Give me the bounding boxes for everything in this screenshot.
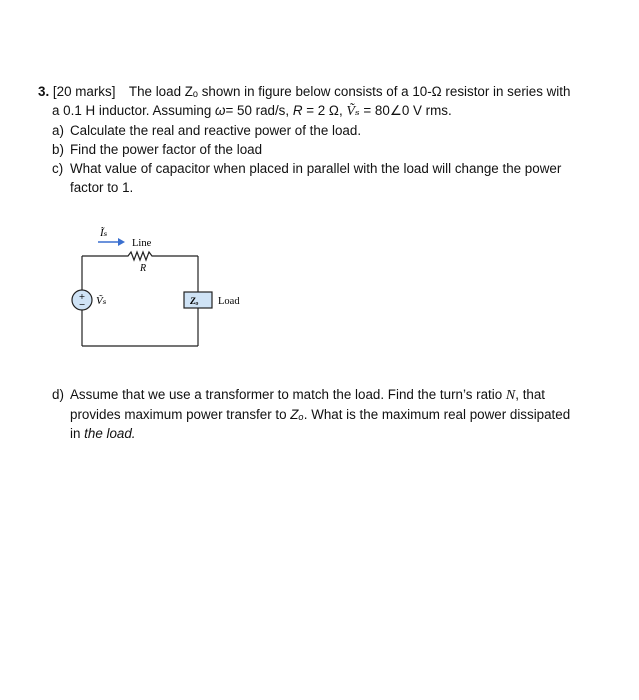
voltage-source-icon bbox=[72, 290, 92, 310]
part-d-label: d) bbox=[52, 387, 64, 402]
problem-text-1: The load Zₒ shown in figure below consists of a 10-Ω resistor in series with bbox=[128, 84, 571, 99]
resistor-icon bbox=[82, 252, 198, 260]
problem-marks: [20 marks] bbox=[52, 84, 116, 99]
load-label: Load bbox=[218, 296, 240, 307]
problem-line-2 bbox=[38, 101, 598, 121]
problem-text-2d: = 80∠0 V rms. bbox=[359, 103, 452, 118]
part-d-text-1a: Assume that we use a transformer to match the load. Find the turn’s ratio bbox=[70, 387, 506, 402]
part-c-text-1: What value of capacitor when placed in parallel with the load will change the power bbox=[70, 161, 562, 176]
problem-statement bbox=[38, 82, 598, 197]
line-label: Line bbox=[132, 238, 152, 249]
svg-text:−: − bbox=[78, 300, 86, 309]
part-d-text-2a: provides maximum power transfer to bbox=[70, 407, 291, 422]
part-a-label: a) bbox=[52, 123, 64, 138]
part-b-label: b) bbox=[52, 142, 64, 157]
current-label: Ĩₛ bbox=[100, 227, 108, 239]
part-d-text-1b: , that bbox=[515, 387, 546, 402]
part-d-item bbox=[38, 385, 598, 443]
part-c bbox=[38, 159, 598, 197]
problem-line-1 bbox=[38, 82, 598, 101]
part-d-text-3a: in bbox=[70, 426, 85, 441]
source-label: Ṽₛ bbox=[96, 295, 107, 307]
svg-text:+: + bbox=[78, 292, 86, 301]
problem-text-2b: = 50 rad/s, bbox=[225, 103, 293, 118]
part-d-text-3b: the load. bbox=[84, 426, 136, 441]
part-a-text: Calculate the real and reactive power of the load. bbox=[70, 123, 362, 138]
circuit-figure bbox=[62, 222, 262, 352]
part-d bbox=[38, 385, 598, 443]
current-arrow-icon bbox=[98, 238, 125, 246]
part-b bbox=[38, 140, 598, 159]
part-b-text: Find the power factor of the load bbox=[70, 142, 263, 157]
part-c-label: c) bbox=[52, 161, 64, 176]
turns-ratio-symbol: N bbox=[505, 388, 516, 403]
resistor-label: R bbox=[140, 263, 147, 274]
load-box-label: Zₒ bbox=[190, 297, 199, 307]
part-d-text-2b: . What is the maximum real power dissipated bbox=[303, 407, 571, 422]
part-c-text-2: factor to 1. bbox=[70, 180, 134, 195]
omega-symbol: ω bbox=[215, 103, 226, 118]
problem-number: 3. bbox=[38, 84, 50, 99]
part-a bbox=[38, 121, 598, 140]
problem-text-2c: = 2 Ω, bbox=[302, 103, 347, 118]
resistance-symbol: R bbox=[292, 103, 303, 118]
source-voltage-symbol: Ṽₛ bbox=[346, 104, 360, 119]
problem-text-2a: a 0.1 H inductor. Assuming bbox=[52, 103, 216, 118]
load-impedance-symbol: Zₒ bbox=[290, 407, 304, 422]
part-c-text bbox=[70, 159, 598, 197]
part-d-text bbox=[70, 385, 598, 443]
